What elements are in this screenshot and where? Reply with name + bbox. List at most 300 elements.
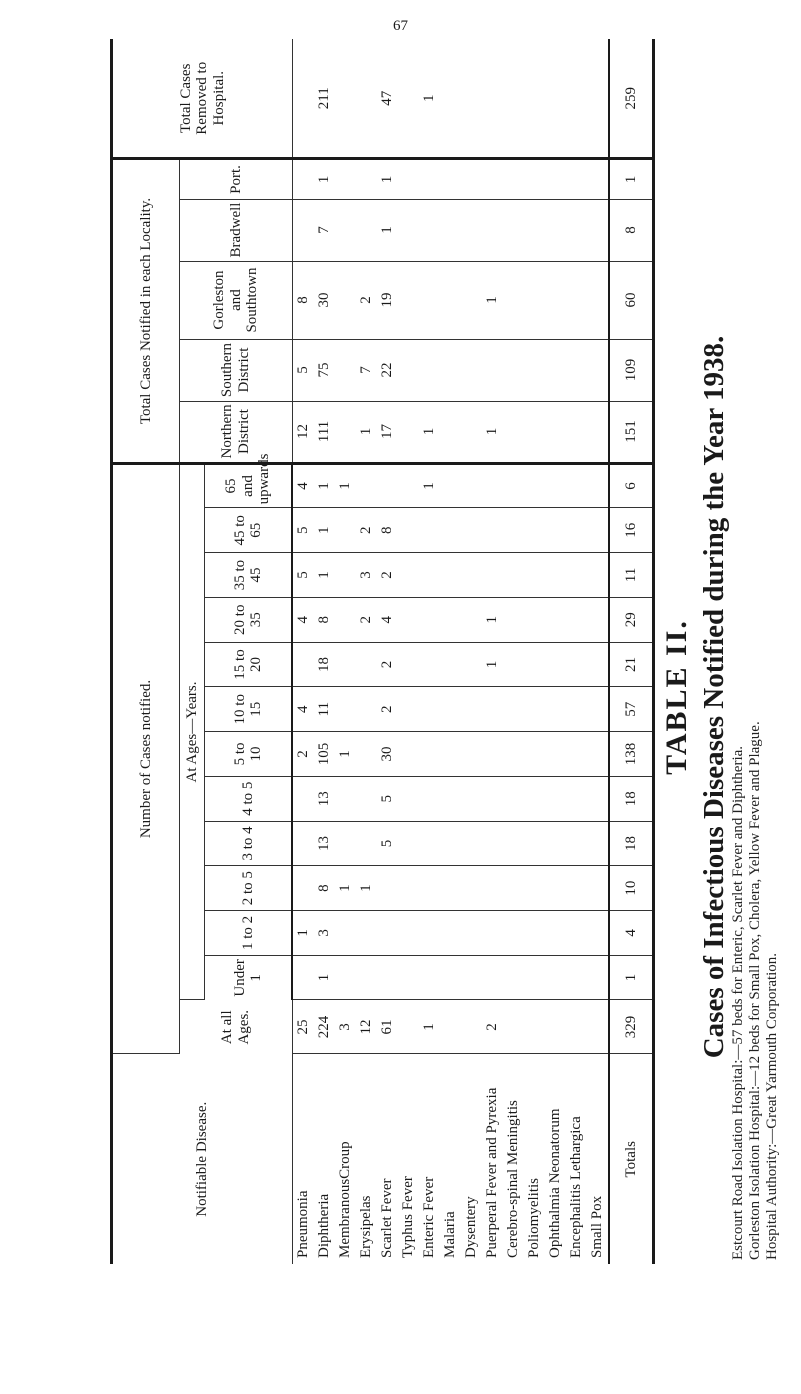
disease-name: Scarlet Fever bbox=[379, 1178, 396, 1258]
age-cell bbox=[398, 687, 419, 732]
age-cell bbox=[419, 553, 440, 598]
age-cell: 2 bbox=[377, 553, 398, 598]
age-cell bbox=[545, 866, 566, 911]
age-cell bbox=[524, 597, 545, 642]
locality-cell bbox=[587, 339, 609, 401]
locality-cell bbox=[292, 199, 314, 261]
age-cell bbox=[545, 508, 566, 553]
age-cell: 5 bbox=[292, 508, 314, 553]
locality-cell bbox=[292, 159, 314, 199]
age-cell bbox=[482, 776, 503, 821]
locality-cell bbox=[419, 199, 440, 261]
all-ages-cell: 3 bbox=[335, 1000, 356, 1054]
header-age-group: 5 to 10 bbox=[205, 732, 293, 777]
age-cell bbox=[335, 821, 356, 866]
locality-cell bbox=[335, 199, 356, 261]
table-row bbox=[545, 39, 566, 1264]
totals-age-cell: 57 bbox=[609, 687, 652, 732]
age-cell bbox=[356, 687, 377, 732]
age-cell: 18 bbox=[314, 642, 335, 687]
totals-age-cell: 1 bbox=[609, 955, 652, 1000]
age-cell bbox=[524, 821, 545, 866]
age-cell: 1 bbox=[335, 866, 356, 911]
age-cell: 8 bbox=[314, 866, 335, 911]
age-cell bbox=[482, 732, 503, 777]
age-cell bbox=[587, 508, 609, 553]
age-cell bbox=[419, 821, 440, 866]
locality-cell bbox=[440, 261, 461, 339]
age-cell bbox=[419, 642, 440, 687]
age-cell bbox=[566, 955, 587, 1000]
age-cell: 8 bbox=[314, 597, 335, 642]
disease-name: Pneumonia bbox=[294, 1190, 311, 1258]
age-cell bbox=[461, 955, 482, 1000]
totals-age-cell: 16 bbox=[609, 508, 652, 553]
age-cell bbox=[587, 597, 609, 642]
age-cell bbox=[524, 911, 545, 956]
totals-removed: 259 bbox=[609, 39, 652, 159]
age-cell bbox=[398, 821, 419, 866]
age-cell bbox=[398, 776, 419, 821]
age-cell: 30 bbox=[377, 732, 398, 777]
all-ages-cell: 1 bbox=[419, 1000, 440, 1054]
age-cell bbox=[587, 821, 609, 866]
locality-cell bbox=[524, 261, 545, 339]
locality-cell bbox=[524, 159, 545, 199]
header-age-group: Under 1 bbox=[205, 955, 293, 1000]
locality-cell: 75 bbox=[314, 339, 335, 401]
age-cell bbox=[335, 553, 356, 598]
all-ages-cell bbox=[566, 1000, 587, 1054]
locality-cell bbox=[587, 199, 609, 261]
age-cell bbox=[566, 463, 587, 508]
age-cell bbox=[587, 732, 609, 777]
totals-locality-cell: 60 bbox=[609, 261, 652, 339]
locality-cell bbox=[545, 199, 566, 261]
header-age-group: 3 to 4 bbox=[205, 821, 293, 866]
age-cell: 2 bbox=[356, 597, 377, 642]
locality-cell: 8 bbox=[292, 261, 314, 339]
age-cell bbox=[587, 642, 609, 687]
removed-cell bbox=[440, 39, 461, 159]
locality-cell bbox=[335, 339, 356, 401]
disease-name: Cerebro-spinal Meningitis bbox=[504, 1100, 521, 1258]
locality-cell bbox=[566, 159, 587, 199]
removed-cell bbox=[482, 39, 503, 159]
all-ages-cell bbox=[524, 1000, 545, 1054]
age-cell bbox=[545, 553, 566, 598]
age-cell bbox=[398, 955, 419, 1000]
age-cell bbox=[587, 776, 609, 821]
table-row bbox=[482, 39, 503, 1264]
age-cell bbox=[335, 508, 356, 553]
age-cell bbox=[524, 776, 545, 821]
removed-cell bbox=[587, 39, 609, 159]
age-cell bbox=[356, 732, 377, 777]
locality-cell bbox=[566, 401, 587, 463]
title-block bbox=[660, 0, 731, 1394]
age-cell: 11 bbox=[314, 687, 335, 732]
all-ages-cell: 2 bbox=[482, 1000, 503, 1054]
header-age-group: 15 to 20 bbox=[205, 642, 293, 687]
table-label: TABLE II. bbox=[660, 619, 693, 775]
age-cell bbox=[398, 463, 419, 508]
disease-name: Poliomyelitis bbox=[525, 1177, 542, 1258]
age-cell bbox=[356, 911, 377, 956]
locality-cell bbox=[461, 261, 482, 339]
notifications-table bbox=[113, 39, 652, 1264]
age-cell bbox=[356, 642, 377, 687]
locality-cell bbox=[545, 401, 566, 463]
locality-cell bbox=[566, 339, 587, 401]
disease-name: Enteric Fever bbox=[420, 1176, 437, 1258]
locality-cell bbox=[482, 339, 503, 401]
age-cell bbox=[503, 597, 524, 642]
removed-cell bbox=[524, 39, 545, 159]
age-cell: 1 bbox=[335, 463, 356, 508]
age-cell: 1 bbox=[314, 955, 335, 1000]
age-cell bbox=[461, 866, 482, 911]
locality-cell: 1 bbox=[482, 261, 503, 339]
age-cell bbox=[377, 955, 398, 1000]
locality-cell: 1 bbox=[482, 401, 503, 463]
locality-cell bbox=[398, 159, 419, 199]
age-cell bbox=[292, 866, 314, 911]
age-cell bbox=[419, 732, 440, 777]
all-ages-cell bbox=[440, 1000, 461, 1054]
age-cell bbox=[335, 955, 356, 1000]
header-age-group: 1 to 2 bbox=[205, 911, 293, 956]
table-row bbox=[419, 39, 440, 1264]
table-row bbox=[314, 39, 335, 1264]
locality-cell bbox=[461, 339, 482, 401]
header-removed-to-hospital: Total Cases Removed to Hospital. bbox=[113, 39, 292, 159]
age-cell bbox=[440, 508, 461, 553]
header-locality: Southern District bbox=[180, 339, 293, 401]
age-cell: 1 bbox=[292, 911, 314, 956]
age-cell bbox=[524, 463, 545, 508]
totals-age-cell: 138 bbox=[609, 732, 652, 777]
totals-row bbox=[609, 39, 652, 1264]
age-cell bbox=[482, 955, 503, 1000]
locality-cell bbox=[440, 159, 461, 199]
age-cell bbox=[335, 642, 356, 687]
header-locality: Northern District bbox=[180, 401, 293, 463]
disease-name: Puerperal Fever and Pyrexia bbox=[483, 1087, 500, 1258]
age-cell bbox=[503, 821, 524, 866]
age-cell bbox=[398, 553, 419, 598]
totals-age-cell: 21 bbox=[609, 642, 652, 687]
totals-label: Totals bbox=[609, 1054, 652, 1264]
locality-cell: 5 bbox=[292, 339, 314, 401]
age-cell: 2 bbox=[377, 642, 398, 687]
footnote: Hospital Authority:—Great Yarmouth Corporation. bbox=[764, 952, 780, 1260]
disease-name: Diphtheria bbox=[316, 1193, 333, 1258]
locality-cell bbox=[524, 199, 545, 261]
disease-name: Malaria bbox=[441, 1211, 458, 1258]
age-cell bbox=[503, 687, 524, 732]
all-ages-cell bbox=[587, 1000, 609, 1054]
all-ages-cell bbox=[545, 1000, 566, 1054]
locality-cell bbox=[440, 401, 461, 463]
age-cell bbox=[566, 911, 587, 956]
removed-cell bbox=[398, 39, 419, 159]
all-ages-cell bbox=[398, 1000, 419, 1054]
age-cell bbox=[440, 776, 461, 821]
all-ages-cell bbox=[461, 1000, 482, 1054]
locality-cell bbox=[566, 261, 587, 339]
age-cell bbox=[440, 687, 461, 732]
locality-cell: 12 bbox=[292, 401, 314, 463]
age-cell bbox=[398, 597, 419, 642]
disease-name: Encephalitis Lethargica bbox=[567, 1116, 584, 1258]
removed-cell: 1 bbox=[419, 39, 440, 159]
age-cell bbox=[587, 553, 609, 598]
locality-cell bbox=[335, 261, 356, 339]
age-cell: 105 bbox=[314, 732, 335, 777]
age-cell bbox=[524, 508, 545, 553]
header-locality: Port. bbox=[180, 159, 293, 199]
locality-cell bbox=[419, 159, 440, 199]
header-age-group: 45 to 65 bbox=[205, 508, 293, 553]
table-row bbox=[524, 39, 545, 1264]
locality-cell: 17 bbox=[377, 401, 398, 463]
page-number: 67 bbox=[393, 18, 408, 34]
age-cell bbox=[377, 463, 398, 508]
locality-cell bbox=[335, 401, 356, 463]
notifications-table-wrapper bbox=[110, 39, 655, 1264]
totals-age-cell: 6 bbox=[609, 463, 652, 508]
age-cell bbox=[398, 911, 419, 956]
age-cell bbox=[292, 821, 314, 866]
locality-cell bbox=[545, 339, 566, 401]
age-cell bbox=[461, 463, 482, 508]
table-row bbox=[440, 39, 461, 1264]
age-cell bbox=[524, 642, 545, 687]
totals-locality-cell: 1 bbox=[609, 159, 652, 199]
age-cell bbox=[524, 687, 545, 732]
locality-cell bbox=[503, 401, 524, 463]
age-cell: 3 bbox=[314, 911, 335, 956]
age-cell bbox=[356, 955, 377, 1000]
age-cell bbox=[398, 508, 419, 553]
locality-cell bbox=[545, 159, 566, 199]
age-cell bbox=[440, 821, 461, 866]
disease-name: Ophthalmia Neonatorum bbox=[546, 1108, 563, 1258]
age-cell: 1 bbox=[314, 553, 335, 598]
age-cell bbox=[377, 866, 398, 911]
removed-cell: 211 bbox=[314, 39, 335, 159]
removed-cell bbox=[335, 39, 356, 159]
age-cell bbox=[419, 776, 440, 821]
locality-cell bbox=[587, 159, 609, 199]
header-number-notified: Number of Cases notified. bbox=[113, 463, 180, 1054]
age-cell: 8 bbox=[377, 508, 398, 553]
locality-cell bbox=[566, 199, 587, 261]
age-cell bbox=[398, 866, 419, 911]
age-cell bbox=[461, 642, 482, 687]
footnotes bbox=[730, 721, 781, 1260]
locality-cell: 1 bbox=[377, 159, 398, 199]
age-cell: 1 bbox=[314, 508, 335, 553]
locality-cell: 30 bbox=[314, 261, 335, 339]
age-cell bbox=[545, 597, 566, 642]
header-locality: Bradwell bbox=[180, 199, 293, 261]
disease-name: Small Pox bbox=[588, 1195, 605, 1258]
table-row bbox=[377, 39, 398, 1264]
age-cell bbox=[356, 821, 377, 866]
locality-cell bbox=[398, 261, 419, 339]
age-cell bbox=[566, 687, 587, 732]
age-cell: 4 bbox=[292, 597, 314, 642]
totals-locality-cell: 151 bbox=[609, 401, 652, 463]
locality-cell bbox=[503, 159, 524, 199]
locality-cell bbox=[587, 401, 609, 463]
age-cell bbox=[461, 911, 482, 956]
locality-cell: 2 bbox=[356, 261, 377, 339]
header-age-group: 10 to 15 bbox=[205, 687, 293, 732]
removed-cell bbox=[566, 39, 587, 159]
age-cell bbox=[587, 911, 609, 956]
table-row bbox=[292, 39, 314, 1264]
age-cell bbox=[566, 776, 587, 821]
age-cell bbox=[482, 821, 503, 866]
age-cell bbox=[503, 553, 524, 598]
locality-cell bbox=[398, 199, 419, 261]
totals-all-ages: 329 bbox=[609, 1000, 652, 1054]
header-all-ages: At all Ages. bbox=[180, 1000, 293, 1054]
age-cell bbox=[587, 463, 609, 508]
locality-cell bbox=[419, 261, 440, 339]
age-cell: 13 bbox=[314, 776, 335, 821]
age-cell bbox=[482, 866, 503, 911]
age-cell bbox=[335, 597, 356, 642]
locality-cell bbox=[461, 401, 482, 463]
locality-cell bbox=[503, 339, 524, 401]
age-cell bbox=[587, 955, 609, 1000]
header-age-group: 20 to 35 bbox=[205, 597, 293, 642]
locality-cell bbox=[419, 339, 440, 401]
age-cell bbox=[398, 732, 419, 777]
locality-cell bbox=[545, 261, 566, 339]
disease-name: Typhus Fever bbox=[400, 1176, 416, 1258]
age-cell: 4 bbox=[292, 687, 314, 732]
age-cell bbox=[440, 463, 461, 508]
age-cell bbox=[524, 955, 545, 1000]
totals-age-cell: 11 bbox=[609, 553, 652, 598]
age-cell bbox=[356, 463, 377, 508]
locality-cell: 1 bbox=[356, 401, 377, 463]
locality-cell bbox=[356, 199, 377, 261]
locality-cell bbox=[461, 199, 482, 261]
locality-cell bbox=[524, 339, 545, 401]
locality-cell bbox=[482, 159, 503, 199]
removed-cell: 47 bbox=[377, 39, 398, 159]
age-cell bbox=[377, 911, 398, 956]
locality-cell bbox=[335, 159, 356, 199]
age-cell bbox=[419, 866, 440, 911]
age-cell bbox=[503, 911, 524, 956]
all-ages-cell: 224 bbox=[314, 1000, 335, 1054]
totals-age-cell: 18 bbox=[609, 776, 652, 821]
header-age-group: 65 and upwards bbox=[205, 463, 293, 508]
all-ages-cell: 25 bbox=[292, 1000, 314, 1054]
locality-cell bbox=[461, 159, 482, 199]
header-notifiable-disease: Notifiable Disease. bbox=[113, 1054, 292, 1264]
locality-cell bbox=[482, 199, 503, 261]
age-cell bbox=[587, 866, 609, 911]
age-cell bbox=[545, 955, 566, 1000]
locality-cell: 1 bbox=[419, 401, 440, 463]
age-cell bbox=[398, 642, 419, 687]
disease-name: Erysipelas bbox=[358, 1195, 375, 1258]
age-cell bbox=[566, 732, 587, 777]
age-cell bbox=[419, 508, 440, 553]
header-age-group: 35 to 45 bbox=[205, 553, 293, 598]
age-cell bbox=[566, 597, 587, 642]
age-cell: 5 bbox=[377, 776, 398, 821]
age-cell: 1 bbox=[482, 597, 503, 642]
age-cell: 2 bbox=[292, 732, 314, 777]
totals-locality-cell: 8 bbox=[609, 199, 652, 261]
totals-age-cell: 4 bbox=[609, 911, 652, 956]
table-row bbox=[587, 39, 609, 1264]
locality-cell bbox=[440, 199, 461, 261]
locality-cell: 1 bbox=[377, 199, 398, 261]
age-cell: 4 bbox=[377, 597, 398, 642]
age-cell bbox=[545, 463, 566, 508]
age-cell: 2 bbox=[377, 687, 398, 732]
age-cell bbox=[440, 553, 461, 598]
age-cell bbox=[440, 732, 461, 777]
age-cell bbox=[503, 642, 524, 687]
age-cell bbox=[524, 732, 545, 777]
age-cell: 1 bbox=[335, 732, 356, 777]
age-cell bbox=[482, 508, 503, 553]
age-cell bbox=[545, 821, 566, 866]
age-cell bbox=[440, 597, 461, 642]
age-cell bbox=[503, 866, 524, 911]
table-row bbox=[503, 39, 524, 1264]
age-cell bbox=[482, 463, 503, 508]
age-cell bbox=[545, 642, 566, 687]
age-cell bbox=[545, 776, 566, 821]
removed-cell bbox=[461, 39, 482, 159]
age-cell bbox=[545, 732, 566, 777]
age-cell bbox=[503, 732, 524, 777]
locality-cell bbox=[587, 261, 609, 339]
age-cell bbox=[524, 866, 545, 911]
age-cell bbox=[461, 732, 482, 777]
age-cell bbox=[419, 911, 440, 956]
age-cell bbox=[461, 687, 482, 732]
age-cell bbox=[545, 911, 566, 956]
locality-cell bbox=[440, 339, 461, 401]
totals-age-cell: 18 bbox=[609, 821, 652, 866]
table-row bbox=[398, 39, 419, 1264]
age-cell bbox=[566, 642, 587, 687]
age-cell bbox=[440, 911, 461, 956]
age-cell bbox=[566, 821, 587, 866]
age-cell: 5 bbox=[377, 821, 398, 866]
age-cell bbox=[335, 776, 356, 821]
age-cell bbox=[566, 553, 587, 598]
table-row bbox=[566, 39, 587, 1264]
removed-cell bbox=[545, 39, 566, 159]
age-cell bbox=[292, 776, 314, 821]
age-cell: 5 bbox=[292, 553, 314, 598]
locality-cell bbox=[503, 261, 524, 339]
